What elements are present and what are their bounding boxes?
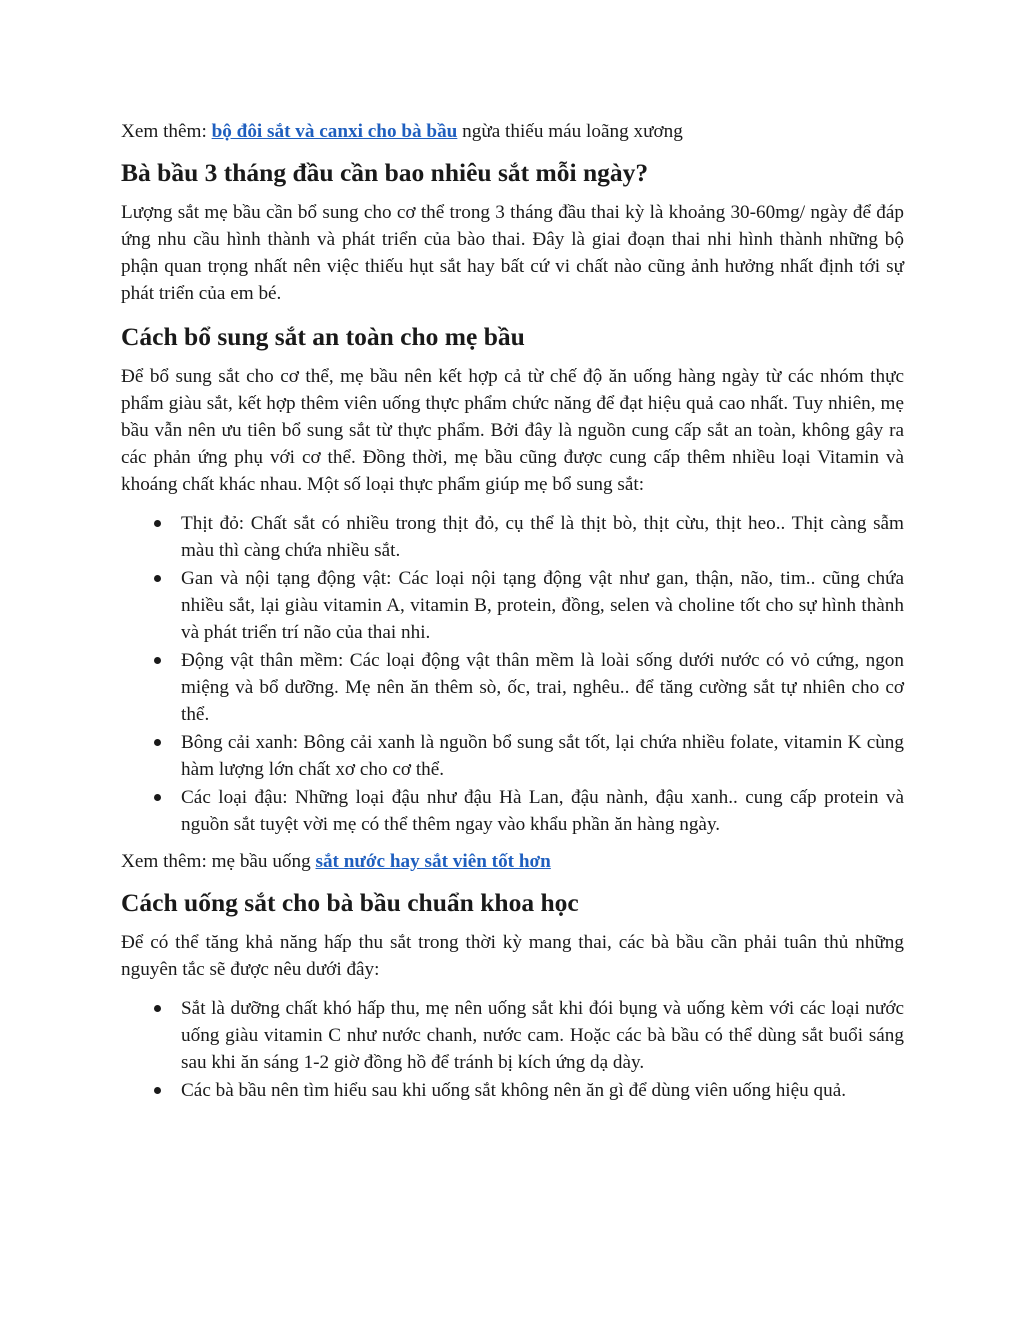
- list-item: [121, 1077, 904, 1104]
- list-item: [121, 647, 904, 728]
- list-item: [121, 729, 904, 783]
- bullet-icon: [154, 739, 161, 746]
- heading-iron-per-day: Bà bầu 3 tháng đầu cần bao nhiêu sắt mỗi ngày?: [121, 158, 649, 187]
- document-page: [121, 118, 904, 1116]
- list-item-text: Bông cải xanh: Bông cải xanh là nguồn bổ sung sắt tốt, lại chứa nhiều folate, vitamin K cùng hàm lượng lớn chất xơ cho cơ thể.: [181, 732, 904, 780]
- list-item-text: Các bà bầu nên tìm hiểu sau khi uống sắt không nên ăn gì để dùng viên uống hiệu quả.: [181, 1080, 847, 1101]
- paragraph-safe-iron: Để bổ sung sắt cho cơ thể, mẹ bầu nên kết hợp cả từ chế độ ăn uống hàng ngày từ các nhóm thực phẩm giàu sắt, kết hợp thêm viên uống thực phẩm chức năng để đạt hiệu quả cao nhất. Tuy nhiên, mẹ bầu vẫn nên ưu tiên bổ sung sắt từ thực phẩm. Bởi đây là nguồn cung cấp sắt an toàn, không gây ra các phản ứng phụ với cơ thể. Đồng thời, mẹ bầu cũng được cung cấp thêm nhiều loại Vitamin và khoáng chất khác nhau. Một số loại thực phẩm giúp mẹ bổ sung sắt:: [121, 366, 904, 495]
- list-item-text: Gan và nội tạng động vật: Các loại nội tạng động vật như gan, thận, não, tim.. cũng chứa nhiều sắt, lại giàu vitamin A, vitamin B, protein, đồng, selen và choline tốt cho sự hình thành và phát triển trí não của thai nhi.: [181, 568, 904, 643]
- list-item-text: Các loại đậu: Những loại đậu như đậu Hà Lan, đậu nành, đậu xanh.. cung cấp protein và nguồn sắt tuyệt vời mẹ có thể thêm ngay vào khẩu phần ăn hàng ngày.: [181, 787, 904, 835]
- food-list: [121, 510, 904, 838]
- list-item-text: Động vật thân mềm: Các loại động vật thân mềm là loài sống dưới nước có vỏ cứng, ngon miệng và bổ dưỡng. Mẹ nên ăn thêm sò, ốc, trai, nghêu.. để tăng cường sắt tự nhiên cho cơ thể.: [181, 650, 904, 725]
- link-iron-calcium[interactable]: bộ đôi sắt và canxi cho bà bầu: [211, 121, 458, 142]
- list-item: [121, 995, 904, 1076]
- bullet-icon: [154, 657, 161, 664]
- see-also-prefix: Xem thêm: mẹ bầu uống: [121, 851, 316, 872]
- heading-safe-iron: Cách bổ sung sắt an toàn cho mẹ bầu: [121, 322, 525, 351]
- list-item: [121, 510, 904, 564]
- rules-list: [121, 995, 904, 1104]
- paragraph-how-to-take-iron: Để có thể tăng khả năng hấp thu sắt trong thời kỳ mang thai, các bà bầu cần phải tuân thủ những nguyên tắc sẽ được nêu dưới đây:: [121, 932, 904, 980]
- see-also-prefix: Xem thêm:: [121, 121, 212, 142]
- see-also-suffix: ngừa thiếu máu loãng xương: [457, 121, 683, 142]
- list-item: [121, 784, 904, 838]
- bullet-icon: [154, 520, 161, 527]
- list-item-text: Thịt đỏ: Chất sắt có nhiều trong thịt đỏ, cụ thể là thịt bò, thịt cừu, thịt heo.. Thịt càng sẫm màu thì càng chứa nhiều sắt.: [181, 513, 904, 561]
- paragraph-iron-per-day: Lượng sắt mẹ bầu cần bổ sung cho cơ thể trong 3 tháng đầu thai kỳ là khoảng 30-60mg/ ngày để đáp ứng nhu cầu hình thành và phát triển của bào thai. Đây là giai đoạn thai nhi hình thành những bộ phận quan trọng nhất nên việc thiếu hụt sắt hay bất cứ vi chất nào cũng ảnh hưởng nhất định tới sự phát triển của em bé.: [121, 202, 904, 304]
- list-item: [121, 565, 904, 646]
- bullet-icon: [154, 575, 161, 582]
- list-item-text: Sắt là dưỡng chất khó hấp thu, mẹ nên uống sắt khi đói bụng và uống kèm với các loại nước uống giàu vitamin C như nước chanh, nước cam. Hoặc các bà bầu có thể dùng sắt buổi sáng sau khi ăn sáng 1-2 giờ đồng hồ để tránh bị kích ứng dạ dày.: [181, 998, 904, 1073]
- link-liquid-vs-tablet-iron[interactable]: sắt nước hay sắt viên tốt hơn: [315, 851, 551, 872]
- bullet-icon: [154, 1087, 161, 1094]
- bullet-icon: [154, 794, 161, 801]
- see-also-line-2: [121, 848, 904, 875]
- bullet-icon: [154, 1005, 161, 1012]
- heading-how-to-take-iron: Cách uống sắt cho bà bầu chuẩn khoa học: [121, 888, 579, 917]
- see-also-line-1: [121, 118, 904, 145]
